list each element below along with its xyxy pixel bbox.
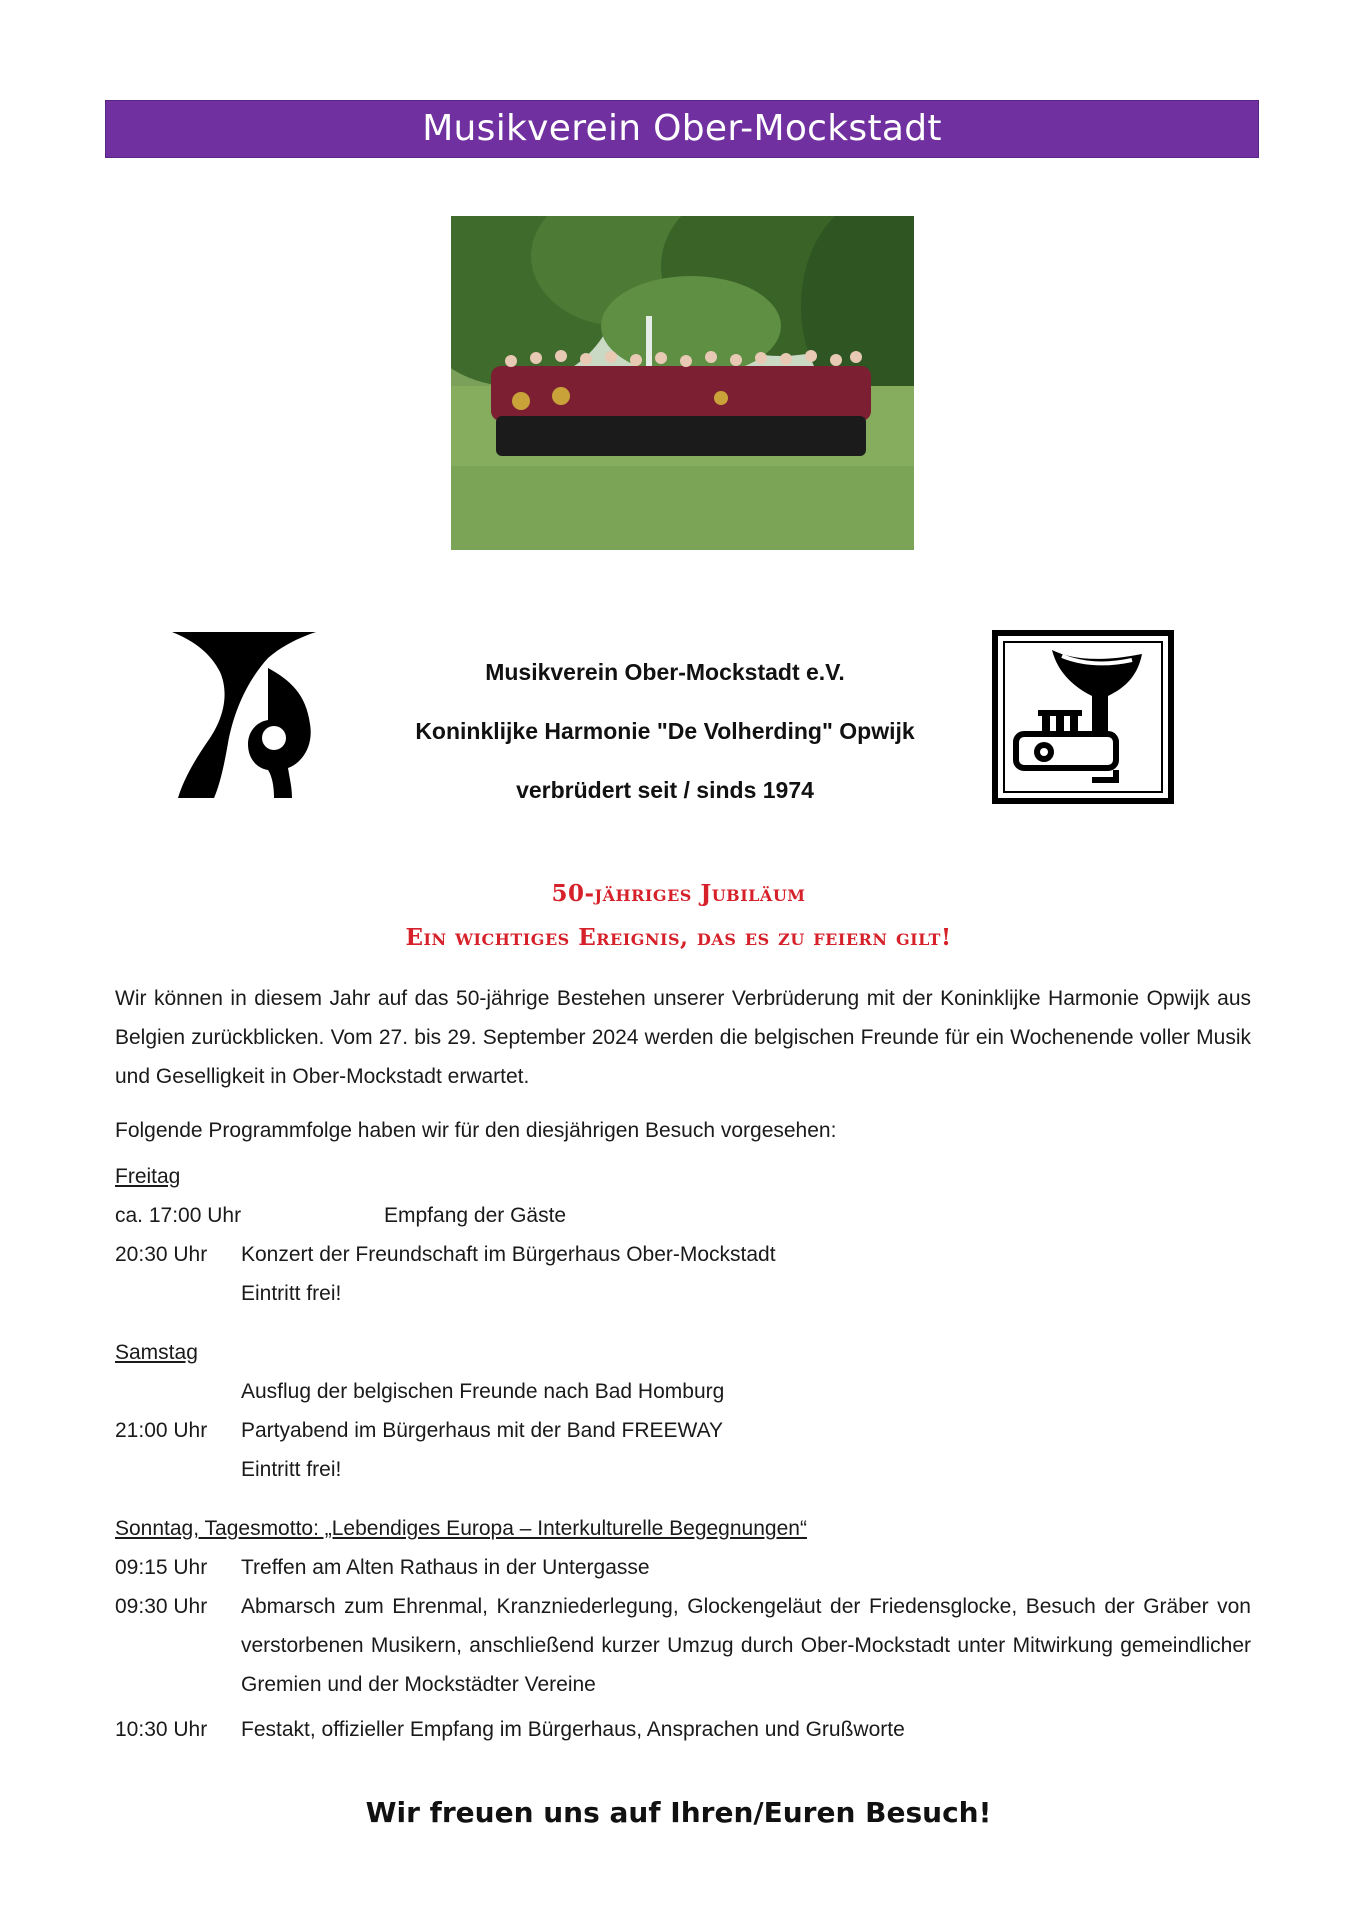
program-item: Ausflug der belgischen Freunde nach Bad Homburg — [241, 1380, 725, 1403]
time-label: ca. 17:00 Uhr — [115, 1204, 242, 1227]
time-label: 20:30 Uhr — [115, 1243, 208, 1266]
intro-paragraph: Wir können in diesem Jahr auf das 50-jährige Bestehen unserer Verbrüderung mit der Koninklijke Harmonie Opwijk aus Belgien zurückblicken. Vom 27. bis 29. September 2024 werden die belgischen Freunde für ein Wochenende voller Musik und Geselligkeit in Ober-Mockstadt erwartet. — [115, 987, 1251, 1088]
day-heading-saturday: Samstag — [115, 1341, 198, 1364]
time-label: 10:30 Uhr — [115, 1718, 208, 1741]
jubilee-heading: 50-jähriges Jubiläum — [551, 880, 806, 907]
program-item: Abmarsch zum Ehrenmal, Kranzniederlegung, Glockengeläut der Friedensglocke, Besuch der Gräber von verstorbenen Musikern, anschließend kurzer Umzug durch Ober-Mockstadt unter Mitwirkung gemeindlicher Gremien und der Mockstädter Vereine — [241, 1595, 1251, 1696]
time-label: 09:15 Uhr — [115, 1556, 208, 1579]
partner-club-line: Koninklijke Harmonie "De Volherding" Opwijk — [415, 718, 915, 744]
day-heading-sunday: Sonntag, Tagesmotto: „Lebendiges Europa – Interkulturelle Begegnungen“ — [115, 1517, 807, 1540]
fraternity-text-block — [350, 655, 980, 832]
band-group-photo — [451, 216, 914, 550]
time-label: 21:00 Uhr — [115, 1419, 208, 1442]
program-item: Partyabend im Bürgerhaus mit der Band FREEWAY — [241, 1419, 724, 1442]
program-note: Eintritt frei! — [241, 1282, 342, 1305]
program-item: Festakt, offizieller Empfang im Bürgerhaus, Ansprachen und Grußworte — [241, 1718, 905, 1741]
club-name-line: Musikverein Ober-Mockstadt e.V. — [485, 659, 845, 685]
musikverein-logo-icon — [170, 628, 325, 803]
harmonie-logo-icon — [992, 630, 1174, 804]
program-item: Empfang der Gäste — [384, 1204, 567, 1227]
program-item: Treffen am Alten Rathaus in der Untergasse — [241, 1556, 650, 1579]
jubilee-subheading: Ein wichtiges Ereignis, das es zu feiern gilt! — [405, 924, 952, 951]
program-item: Konzert der Freundschaft im Bürgerhaus Ober-Mockstadt — [241, 1243, 776, 1266]
day-heading-friday: Freitag — [115, 1165, 181, 1188]
program-intro: Folgende Programmfolge haben wir für den diesjährigen Besuch vorgesehen: — [115, 1119, 837, 1142]
closing-message: Wir freuen uns auf Ihren/Euren Besuch! — [365, 1796, 992, 1829]
time-label: 09:30 Uhr — [115, 1595, 208, 1618]
fraternity-since-line: verbrüdert seit / sinds 1974 — [516, 777, 814, 803]
program-note: Eintritt frei! — [241, 1458, 342, 1481]
page-title-banner: Musikverein Ober-Mockstadt — [105, 100, 1259, 158]
